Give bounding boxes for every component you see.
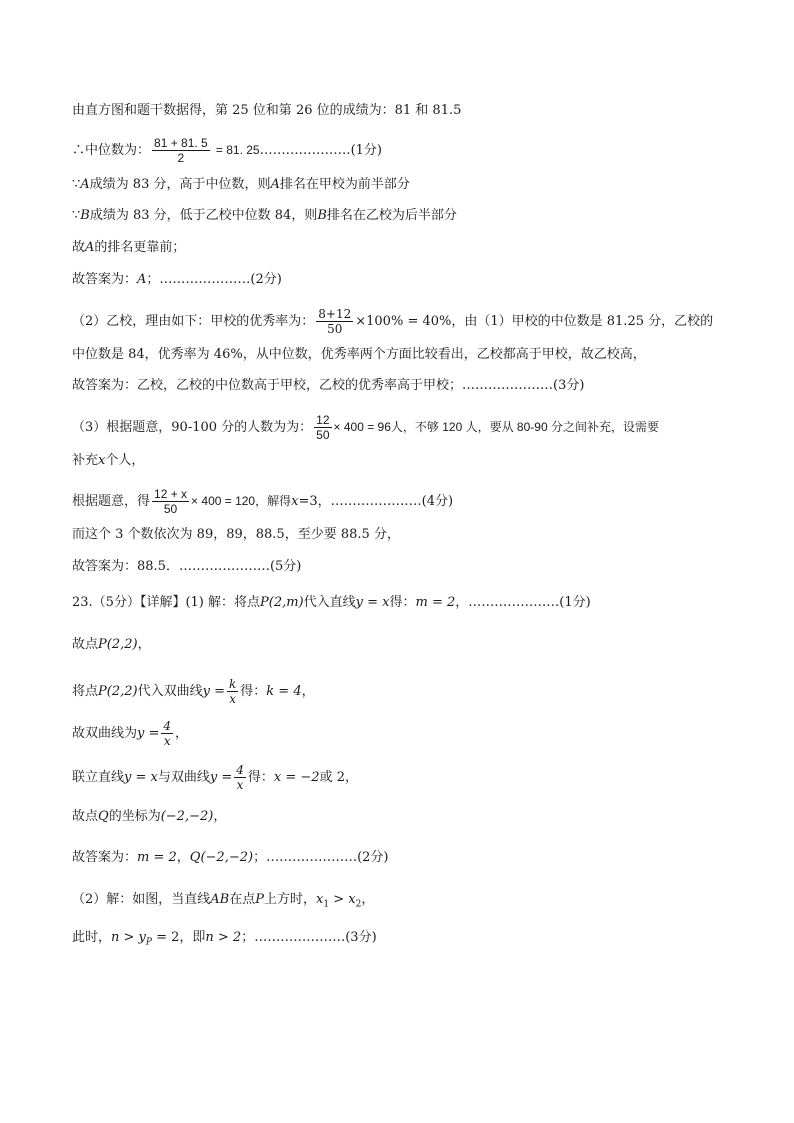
line-q23-conclusion: 此时，$n > y_P = 2$，即n > 2；…………………(3分) <box>72 930 377 948</box>
line-answer-1: 故答案为：A；…………………(2分) <box>72 272 282 287</box>
line-q23-part2: （2）解：如图，当直线AB在点P上方时，$x_1 > x_2$， <box>72 892 375 910</box>
line-answer-q23-1: 故答案为：m = 2，Q(−2,−2)；…………………(2分) <box>72 850 389 865</box>
line-hyperbola: 故双曲线为y = $\frac{4}{x}$ ， <box>72 719 189 748</box>
line-a-rank: ∵A成绩为 83 分，高于中位数，则A排名在甲校为前半部分 <box>72 177 410 192</box>
line-answer-3: 故答案为：88.5．…………………(5分) <box>72 559 302 574</box>
line-part3-values: 而这个 3 个数依次为 89，89，88.5，至少要 88.5 分， <box>72 527 400 542</box>
count-fraction: $\frac{12}{50}$ <box>316 413 330 442</box>
line-solve-system: 联立直线y = x与双曲线y = $\frac{4}{x}$ 得：x = −2或 2， <box>72 763 358 792</box>
line-part3-equation: 根据题意，得 $\frac{12 + x}{50}$ × 400 = 120，解得x=3，…………………(4分) <box>72 487 454 516</box>
line-median-calc: ∴中位数为： $\frac{81 + 81. 5}{2}$ = 81. 25…………………(1分) <box>72 136 383 165</box>
median-fraction: $\frac{81 + 81. 5}{2}$ <box>154 136 208 165</box>
excellent-rate-fraction: $\frac{8+12}{50}$ <box>318 307 352 336</box>
line-point-p: 故点P(2,2)， <box>72 637 151 652</box>
line-part3-count: （3）根据题意，90-100 分的人数为为： $\frac{12}{50}$ × 400 = 96人，不够 120 人，要从 80-90 分之间补充，设需要 <box>72 413 659 442</box>
line-q23-part1: 23.（5分）【详解】(1) 解：将点P(2,m)代入直线y = x得：m = 2，…………………(1分) <box>72 595 591 610</box>
equation-fraction: $\frac{12 + x}{50}$ <box>154 487 188 516</box>
line-answer-2: 故答案为：乙校，乙校的中位数高于甲校，乙校的优秀率高于甲校；…………………(3分) <box>72 378 585 393</box>
line-part2-reason: （2）乙校，理由如下：甲校的优秀率为： $\frac{8+12}{50}$ ×100% = 40%，由（1）甲校的中位数是 81.25 分，乙校的 <box>72 307 714 336</box>
k-over-x-fraction: $\frac{k}{x}$ <box>228 677 237 706</box>
line-substitute-hyperbola: 将点P(2,2)代入双曲线y = $\frac{k}{x}$ 得：k = 4， <box>72 677 315 706</box>
four-over-x-fraction-2: $\frac{4}{x}$ <box>236 763 244 792</box>
line-part2-compare: 中位数是 84，优秀率为 46%，从中位数，优秀率两个方面比较看出，乙校都高于甲校，故乙校高， <box>72 347 646 362</box>
line-point-q: 故点Q的坐标为(−2,−2)， <box>72 809 227 824</box>
line-b-rank: ∵B成绩为 83 分，低于乙校中位数 84，则B排名在乙校为后半部分 <box>72 208 457 223</box>
line-a-better: 故A的排名更靠前； <box>72 240 186 255</box>
line-part3-supplement: 补充x个人， <box>72 453 145 468</box>
line-median-data: 由直方图和题干数据得，第 25 位和第 26 位的成绩为：81 和 81.5 <box>72 103 462 118</box>
four-over-x-fraction: $\frac{4}{x}$ <box>163 719 172 748</box>
